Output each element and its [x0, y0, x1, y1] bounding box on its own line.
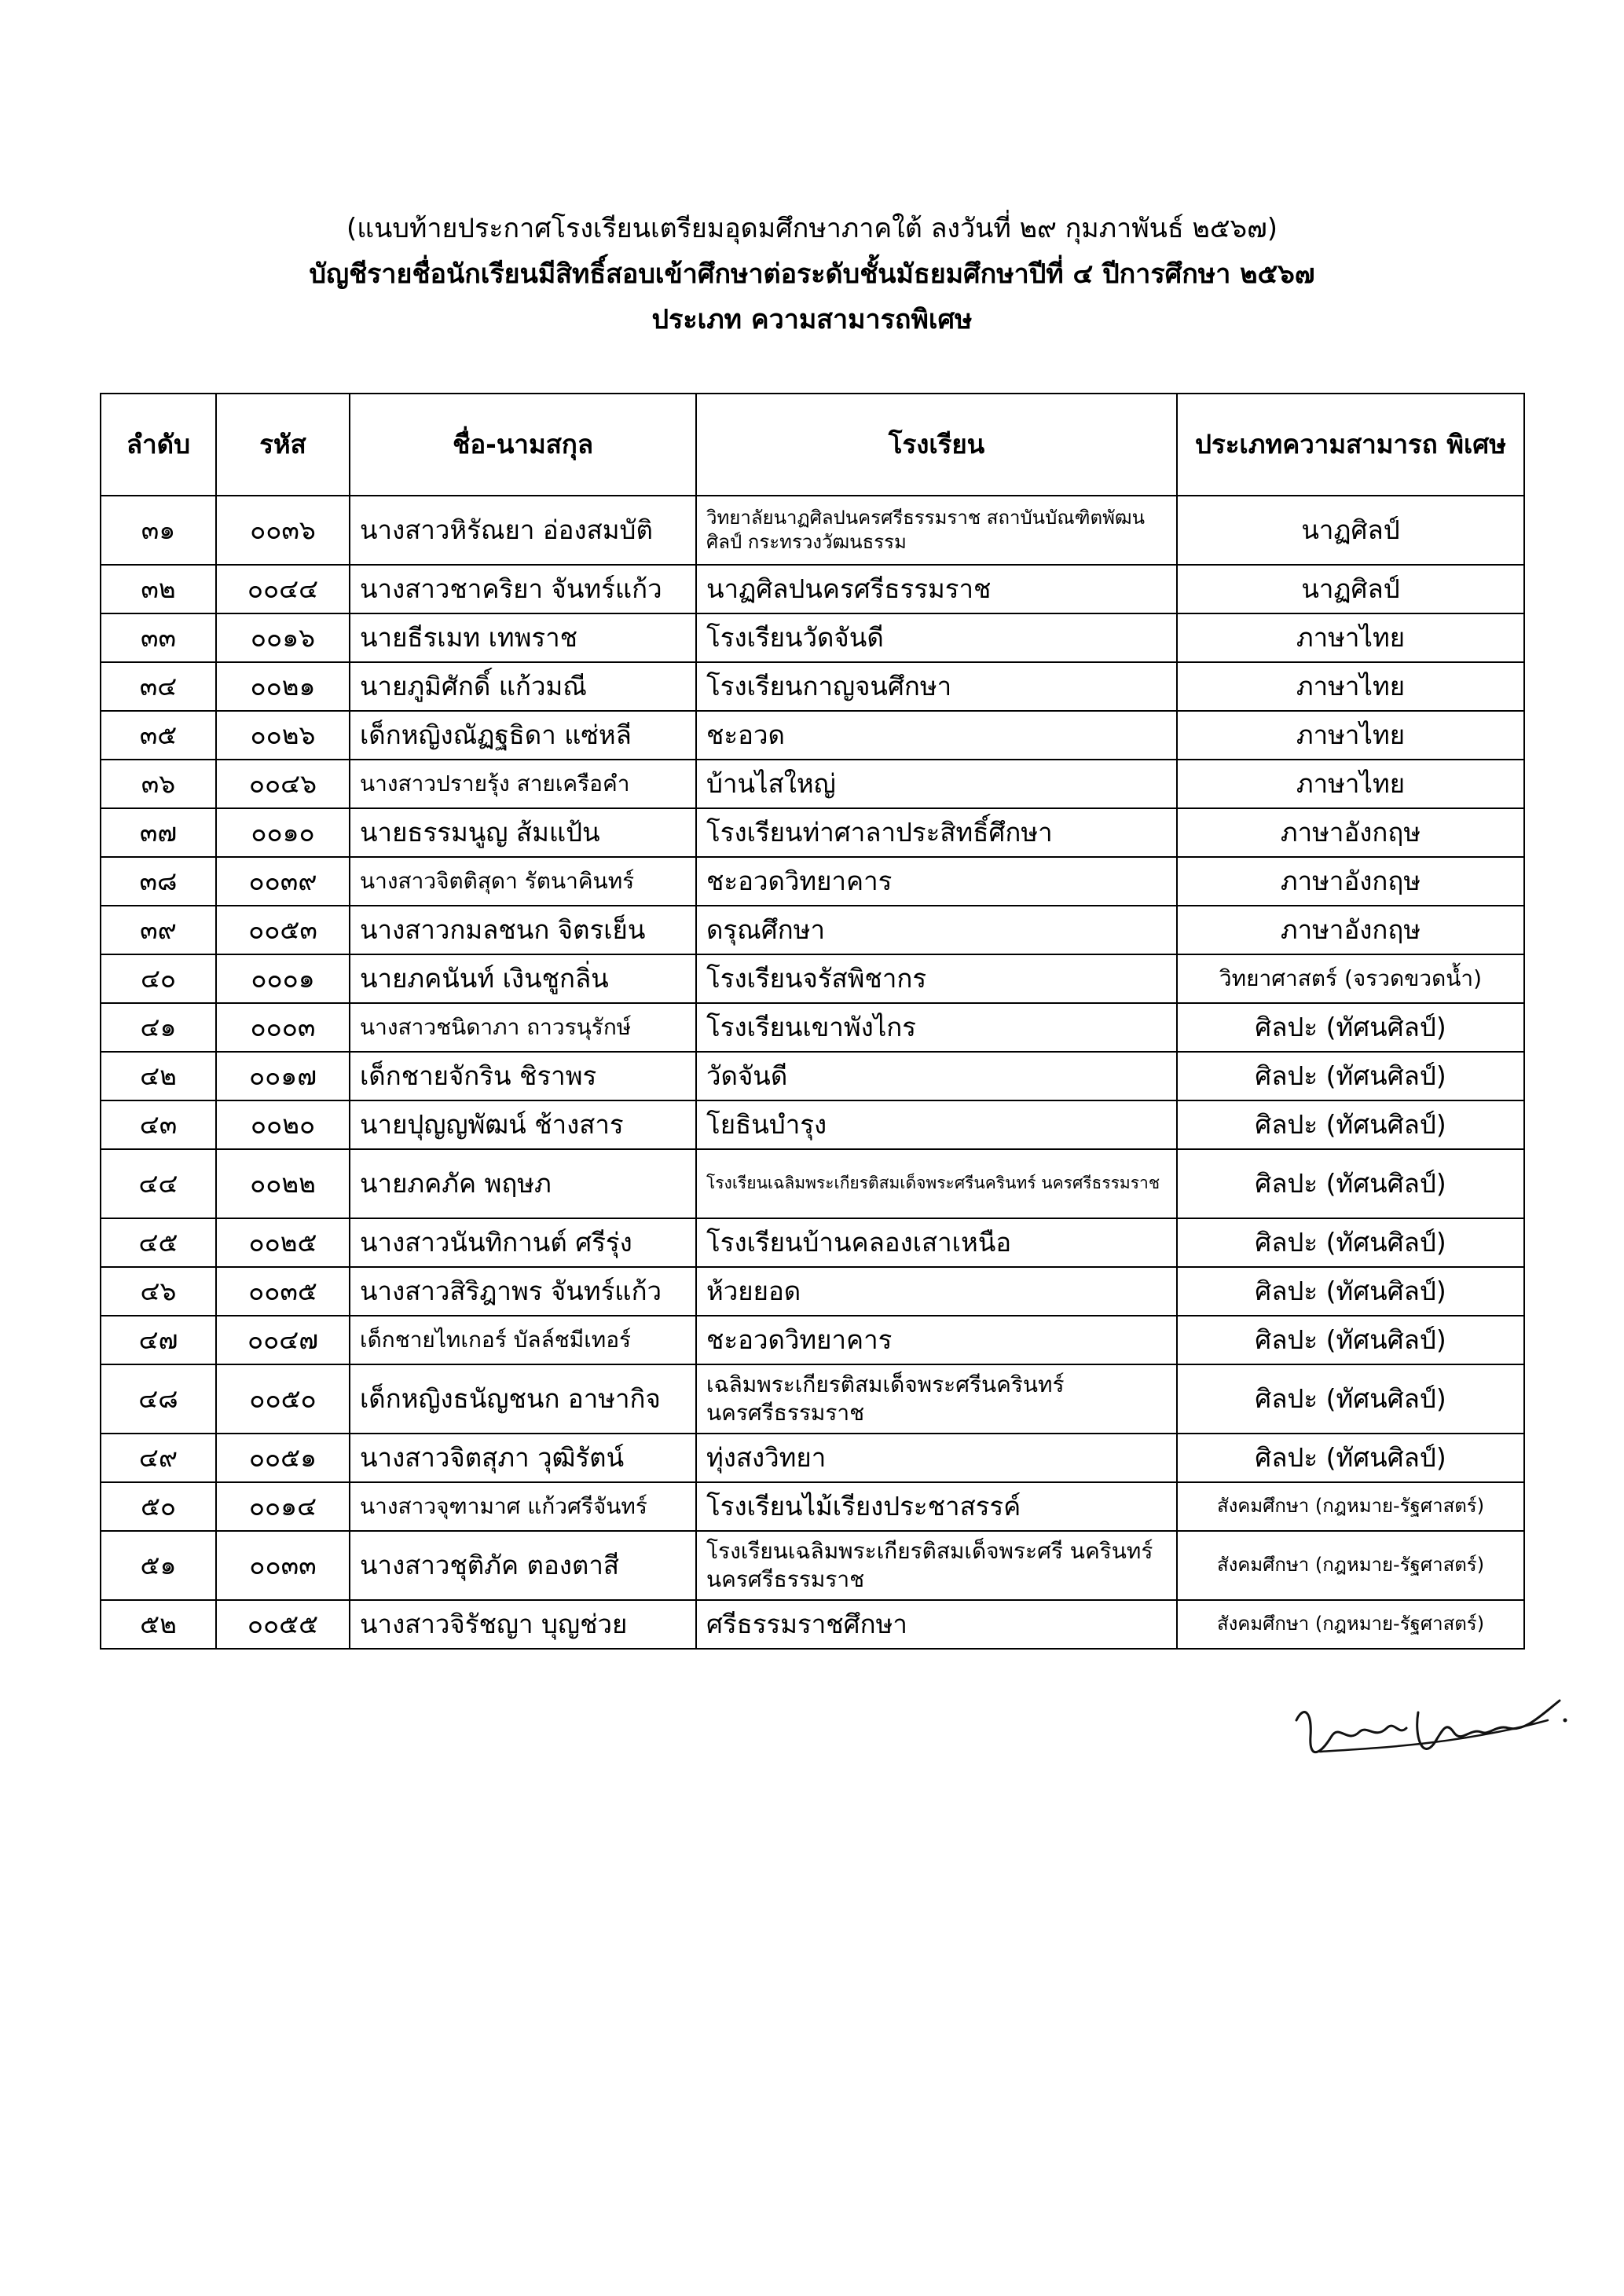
cell-school: โรงเรียนท่าศาลาประสิทธิ์ศึกษา [696, 808, 1177, 857]
cell-code: ๐๐๓๖ [216, 496, 350, 565]
table-row [101, 711, 1524, 760]
cell-number: ๔๘ [101, 1364, 216, 1434]
cell-name: นางสาวจิตสุภา วุฒิรัตน์ [350, 1434, 696, 1482]
cell-talent-type: ศิลปะ (ทัศนศิลป์) [1177, 1003, 1524, 1052]
cell-name: นางสาวชนิดาภา ถาวรนุรักษ์ [350, 1003, 696, 1052]
cell-number: ๓๔ [101, 662, 216, 711]
cell-name: เด็กหญิงณัฏฐธิดา แซ่หลี [350, 711, 696, 760]
table-row [101, 1100, 1524, 1149]
column-header-talent-type: ประเภทความสามารถ พิเศษ [1177, 394, 1524, 496]
cell-number: ๔๕ [101, 1218, 216, 1267]
cell-school: วัดจันดี [696, 1052, 1177, 1100]
cell-school: โรงเรียนกาญจนศึกษา [696, 662, 1177, 711]
cell-name: นางสาวสิริฎาพร จันทร์แก้ว [350, 1267, 696, 1316]
cell-number: ๕๐ [101, 1482, 216, 1531]
attachment-note: (แนบท้ายประกาศโรงเรียนเตรียมอุดมศึกษาภาคใต้ ลงวันที่ ๒๙ กุมภาพันธ์ ๒๕๖๗) [346, 213, 1278, 244]
cell-talent-type: ภาษาอังกฤษ [1177, 808, 1524, 857]
cell-name: นายภูมิศักดิ์ แก้วมณี [350, 662, 696, 711]
cell-code: ๐๐๒๐ [216, 1100, 350, 1149]
cell-talent-type: ภาษาไทย [1177, 760, 1524, 808]
cell-name: นายภคนันท์ เงินชูกลิ่น [350, 954, 696, 1003]
cell-school: ห้วยยอด [696, 1267, 1177, 1316]
column-header-code: รหัส [216, 394, 350, 496]
table-row [101, 1218, 1524, 1267]
cell-number: ๔๙ [101, 1434, 216, 1482]
cell-school: โรงเรียนเขาพังไกร [696, 1003, 1177, 1052]
column-header-name: ชื่อ-นามสกุล [350, 394, 696, 496]
cell-talent-type: ภาษาอังกฤษ [1177, 906, 1524, 954]
cell-school: ชะอวดวิทยาคาร [696, 857, 1177, 906]
cell-name: นางสาวปรายรุ้ง สายเครือคำ [350, 760, 696, 808]
cell-code: ๐๐๓๓ [216, 1531, 350, 1600]
cell-code: ๐๐๓๕ [216, 1267, 350, 1316]
cell-code: ๐๐๕๓ [216, 906, 350, 954]
cell-name: เด็กชายจักริน ชิราพร [350, 1052, 696, 1100]
cell-number: ๔๓ [101, 1100, 216, 1149]
table-row [101, 1600, 1524, 1649]
table-header-row [101, 394, 1524, 496]
cell-talent-type: ศิลปะ (ทัศนศิลป์) [1177, 1218, 1524, 1267]
cell-school: เฉลิมพระเกียรติสมเด็จพระศรีนครินทร์ นครศรีธรรมราช [696, 1364, 1177, 1434]
cell-talent-type: ภาษาไทย [1177, 613, 1524, 662]
table-row [101, 760, 1524, 808]
table-row [101, 1364, 1524, 1434]
cell-school: ชะอวด [696, 711, 1177, 760]
cell-number: ๓๒ [101, 565, 216, 613]
table-row [101, 1482, 1524, 1531]
cell-school: โรงเรียนวัดจันดี [696, 613, 1177, 662]
table-row [101, 1149, 1524, 1218]
table-row [101, 808, 1524, 857]
cell-name: นางสาวนันทิกานต์ ศรีรุ่ง [350, 1218, 696, 1267]
cell-talent-type: นาฏศิลป์ [1177, 496, 1524, 565]
cell-school: ศรีธรรมราชศึกษา [696, 1600, 1177, 1649]
cell-number: ๕๑ [101, 1531, 216, 1600]
cell-talent-type: ศิลปะ (ทัศนศิลป์) [1177, 1100, 1524, 1149]
cell-name: นายภคภัค พฤษภ [350, 1149, 696, 1218]
cell-code: ๐๐๔๖ [216, 760, 350, 808]
cell-school: โยธินบำรุง [696, 1100, 1177, 1149]
cell-number: ๔๗ [101, 1316, 216, 1364]
student-roster-table [100, 393, 1525, 1650]
cell-code: ๐๐๐๑ [216, 954, 350, 1003]
cell-name: นางสาวหิรัณยา อ่องสมบัติ [350, 496, 696, 565]
document-category: ประเภท ความสามารถพิเศษ [651, 304, 973, 335]
cell-talent-type: วิทยาศาสตร์ (จรวดขวดน้ำ) [1177, 954, 1524, 1003]
cell-code: ๐๐๒๒ [216, 1149, 350, 1218]
cell-number: ๓๓ [101, 613, 216, 662]
table-row [101, 662, 1524, 711]
cell-school: โรงเรียนไม้เรียงประชาสรรค์ [696, 1482, 1177, 1531]
cell-school: โรงเรียนเฉลิมพระเกียรติสมเด็จพระศรีนครินทร์ นครศรีธรรมราช [696, 1149, 1177, 1218]
document-header [0, 206, 1624, 342]
cell-school: ทุ่งสงวิทยา [696, 1434, 1177, 1482]
cell-number: ๔๑ [101, 1003, 216, 1052]
cell-number: ๔๒ [101, 1052, 216, 1100]
cell-name: นายปุญญพัฒน์ ช้างสาร [350, 1100, 696, 1149]
cell-school: นาฏศิลปนครศรีธรรมราช [696, 565, 1177, 613]
cell-code: ๐๐๑๖ [216, 613, 350, 662]
cell-talent-type: สังคมศึกษา (กฎหมาย-รัฐศาสตร์) [1177, 1482, 1524, 1531]
cell-name: นายธีรเมท เทพราช [350, 613, 696, 662]
cell-talent-type: สังคมศึกษา (กฎหมาย-รัฐศาสตร์) [1177, 1600, 1524, 1649]
cell-talent-type: นาฏศิลป์ [1177, 565, 1524, 613]
cell-code: ๐๐๓๙ [216, 857, 350, 906]
cell-school: วิทยาลัยนาฏศิลปนครศรีธรรมราช สถาบันบัณฑิตพัฒน ศิลป์ กระทรวงวัฒนธรรม [696, 496, 1177, 565]
cell-code: ๐๐๔๗ [216, 1316, 350, 1364]
cell-number: ๔๐ [101, 954, 216, 1003]
table-row [101, 1434, 1524, 1482]
cell-code: ๐๐๕๐ [216, 1364, 350, 1434]
cell-code: ๐๐๑๔ [216, 1482, 350, 1531]
handwritten-signature-icon [1289, 1689, 1571, 1775]
cell-number: ๓๑ [101, 496, 216, 565]
cell-name: นางสาวจิตติสุดา รัตนาคินทร์ [350, 857, 696, 906]
cell-number: ๕๒ [101, 1600, 216, 1649]
cell-name: นางสาวจิรัชญา บุญช่วย [350, 1600, 696, 1649]
table-row [101, 906, 1524, 954]
cell-code: ๐๐๒๕ [216, 1218, 350, 1267]
cell-code: ๐๐๑๗ [216, 1052, 350, 1100]
cell-talent-type: ศิลปะ (ทัศนศิลป์) [1177, 1149, 1524, 1218]
cell-code: ๐๐๕๕ [216, 1600, 350, 1649]
cell-talent-type: ศิลปะ (ทัศนศิลป์) [1177, 1364, 1524, 1434]
table-row [101, 565, 1524, 613]
cell-code: ๐๐๑๐ [216, 808, 350, 857]
cell-number: ๓๖ [101, 760, 216, 808]
cell-code: ๐๐๕๑ [216, 1434, 350, 1482]
cell-number: ๔๖ [101, 1267, 216, 1316]
table-row [101, 1316, 1524, 1364]
cell-talent-type: ภาษาอังกฤษ [1177, 857, 1524, 906]
cell-name: เด็กชายไทเกอร์ บัลล์ชมีเทอร์ [350, 1316, 696, 1364]
table-row [101, 1531, 1524, 1600]
cell-number: ๓๗ [101, 808, 216, 857]
cell-number: ๔๔ [101, 1149, 216, 1218]
cell-talent-type: ศิลปะ (ทัศนศิลป์) [1177, 1434, 1524, 1482]
cell-school: บ้านไสใหญ่ [696, 760, 1177, 808]
cell-talent-type: ภาษาไทย [1177, 662, 1524, 711]
cell-talent-type: สังคมศึกษา (กฎหมาย-รัฐศาสตร์) [1177, 1531, 1524, 1600]
cell-code: ๐๐๒๖ [216, 711, 350, 760]
cell-talent-type: ศิลปะ (ทัศนศิลป์) [1177, 1052, 1524, 1100]
cell-code: ๐๐๒๑ [216, 662, 350, 711]
column-header-school: โรงเรียน [696, 394, 1177, 496]
table-row [101, 613, 1524, 662]
cell-name: นางสาวชุติภัค ตองตาสี [350, 1531, 696, 1600]
table-row [101, 857, 1524, 906]
cell-school: ชะอวดวิทยาคาร [696, 1316, 1177, 1364]
cell-number: ๓๘ [101, 857, 216, 906]
cell-number: ๓๕ [101, 711, 216, 760]
cell-school: โรงเรียนเฉลิมพระเกียรติสมเด็จพระศรี นครินทร์นครศรีธรรมราช [696, 1531, 1177, 1600]
column-header-number: ลำดับ [101, 394, 216, 496]
cell-talent-type: ศิลปะ (ทัศนศิลป์) [1177, 1267, 1524, 1316]
table-row [101, 1003, 1524, 1052]
cell-code: ๐๐๔๔ [216, 565, 350, 613]
table-row [101, 1052, 1524, 1100]
cell-talent-type: ภาษาไทย [1177, 711, 1524, 760]
cell-code: ๐๐๐๓ [216, 1003, 350, 1052]
cell-name: เด็กหญิงธนัญชนก อาษากิจ [350, 1364, 696, 1434]
cell-school: โรงเรียนบ้านคลองเสาเหนือ [696, 1218, 1177, 1267]
table-row [101, 954, 1524, 1003]
cell-talent-type: ศิลปะ (ทัศนศิลป์) [1177, 1316, 1524, 1364]
cell-name: นายธรรมนูญ ส้มแป้น [350, 808, 696, 857]
cell-name: นางสาวกมลชนก จิตรเย็น [350, 906, 696, 954]
cell-number: ๓๙ [101, 906, 216, 954]
table-row [101, 496, 1524, 565]
document-title: บัญชีรายชื่อนักเรียนมีสิทธิ์สอบเข้าศึกษาต่อระดับชั้นมัธยมศึกษาปีที่ ๔ ปีการศึกษา ๒๕๖๗ [309, 258, 1315, 290]
cell-name: นางสาวชาคริยา จันทร์แก้ว [350, 565, 696, 613]
cell-school: โรงเรียนจรัสพิชากร [696, 954, 1177, 1003]
cell-school: ดรุณศึกษา [696, 906, 1177, 954]
table-row [101, 1267, 1524, 1316]
cell-name: นางสาวจุฑามาศ แก้วศรีจันทร์ [350, 1482, 696, 1531]
